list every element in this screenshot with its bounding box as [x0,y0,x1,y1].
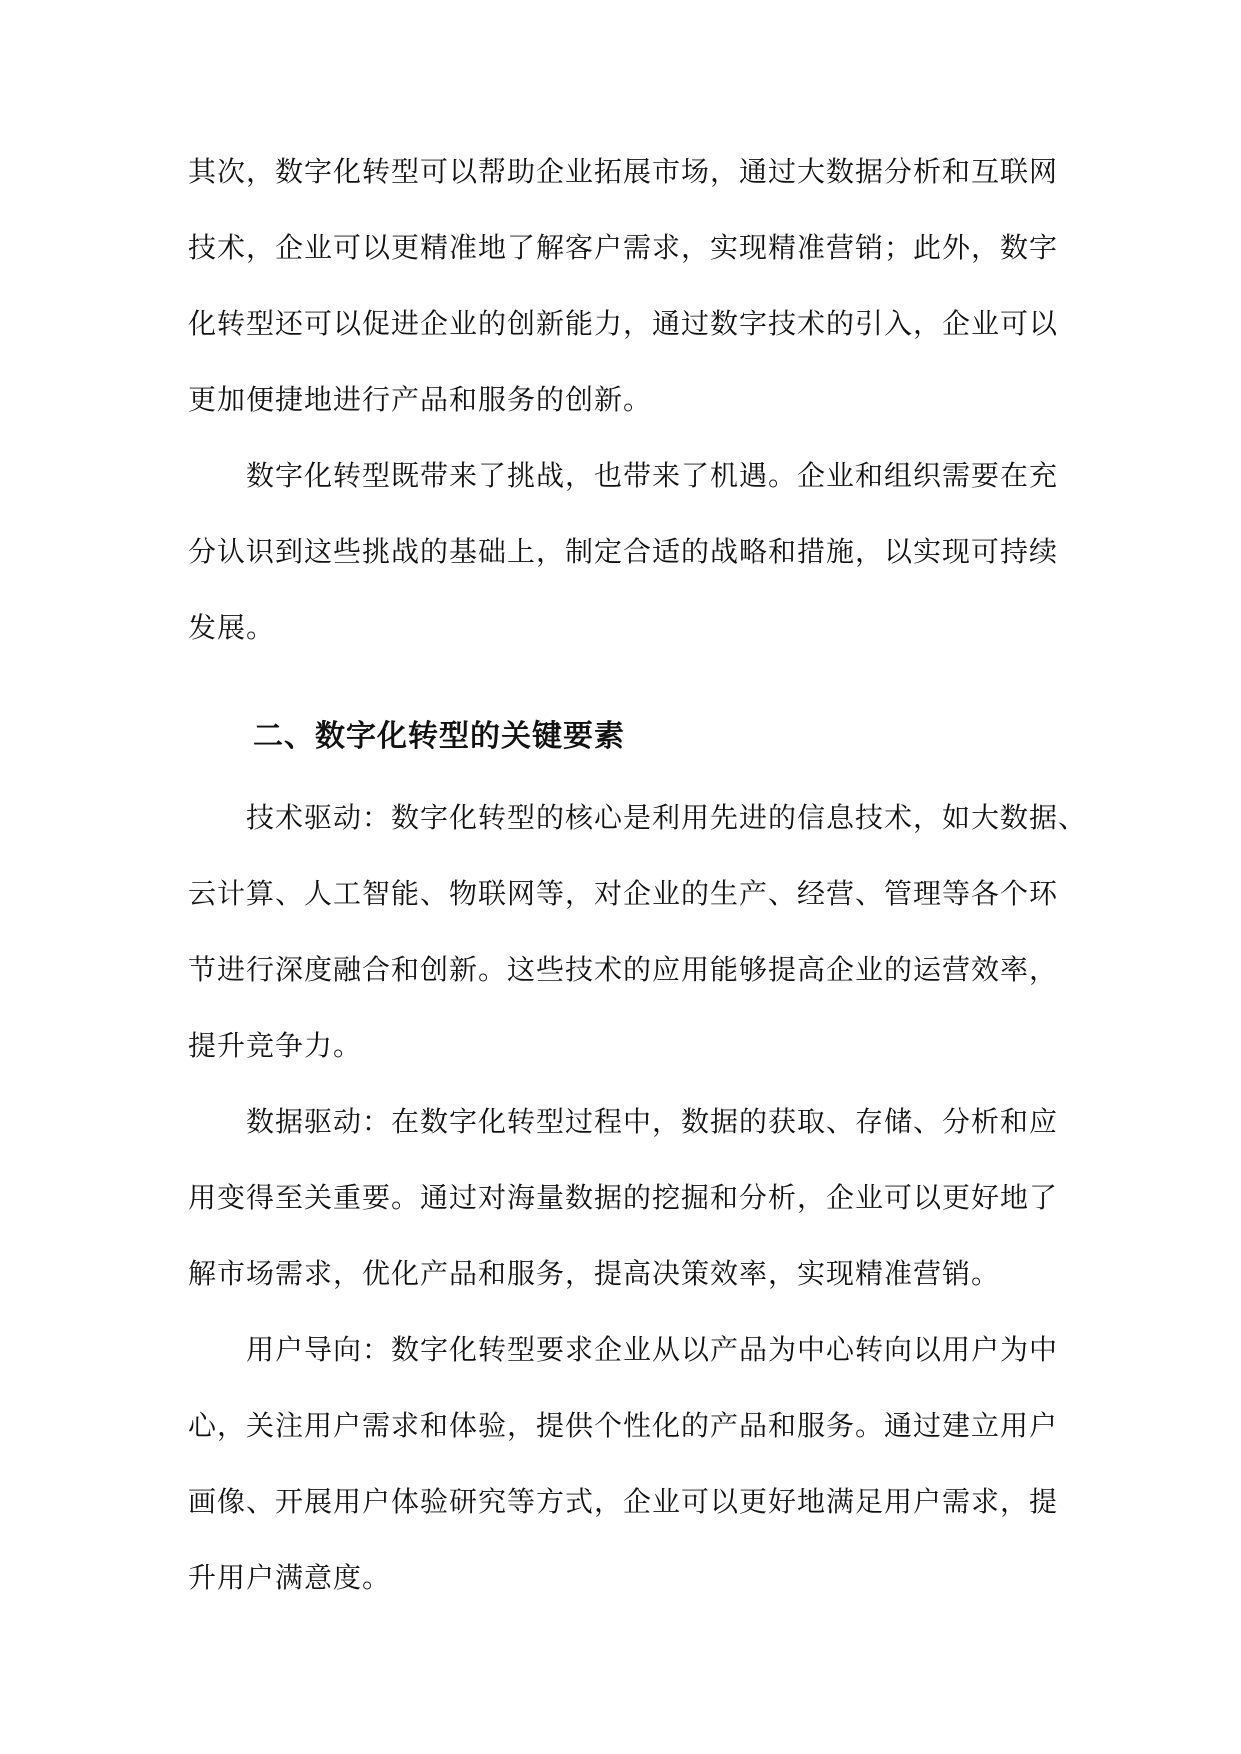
paragraph-line: 用变得至关重要。通过对海量数据的挖掘和分析，企业可以更好地了 [188,1181,1059,1214]
paragraph-line: 技术，企业可以更精准地了解客户需求，实现精准营销；此外，数字 [188,231,1059,264]
paragraph-line: 用户导向：数字化转型要求企业从以产品为中心转向以用户为中 [246,1333,1059,1366]
paragraph-line: 云计算、人工智能、物联网等，对企业的生产、经营、管理等各个环 [188,877,1059,910]
paragraph-line: 心，关注用户需求和体验，提供个性化的产品和服务。通过建立用户 [188,1409,1059,1442]
paragraph-line: 化转型还可以促进企业的创新能力，通过数字技术的引入，企业可以 [188,307,1059,340]
paragraph-line: 更加便捷地进行产品和服务的创新。 [188,383,653,416]
paragraph-line: 解市场需求，优化产品和服务，提高决策效率，实现精准营销。 [188,1257,1001,1290]
paragraph-line: 画像、开展用户体验研究等方式，企业可以更好地满足用户需求，提 [188,1485,1059,1518]
paragraph-line: 提升竞争力。 [188,1029,363,1062]
paragraph-5 [188,1312,1060,1616]
paragraph-2 [188,438,1060,666]
paragraph-1 [188,134,1060,438]
paragraph-line: 发展。 [188,611,276,644]
paragraph-line: 升用户满意度。 [188,1561,392,1594]
paragraph-line: 数据驱动：在数字化转型过程中，数据的获取、存储、分析和应 [246,1105,1059,1138]
paragraph-3 [188,780,1088,1084]
paragraph-line: 技术驱动：数字化转型的核心是利用先进的信息技术，如大数据、 [246,801,1088,834]
paragraph-4 [188,1084,1060,1312]
paragraph-line: 数字化转型既带来了挑战，也带来了机遇。企业和组织需要在充 [246,459,1059,492]
paragraph-line: 节进行深度融合和创新。这些技术的应用能够提高企业的运营效率， [188,953,1059,986]
section-heading: 二、数字化转型的关键要素 [253,719,625,754]
paragraph-line: 其次，数字化转型可以帮助企业拓展市场，通过大数据分析和互联网 [188,155,1059,188]
paragraph-line: 分认识到这些挑战的基础上，制定合适的战略和措施，以实现可持续 [188,535,1059,568]
